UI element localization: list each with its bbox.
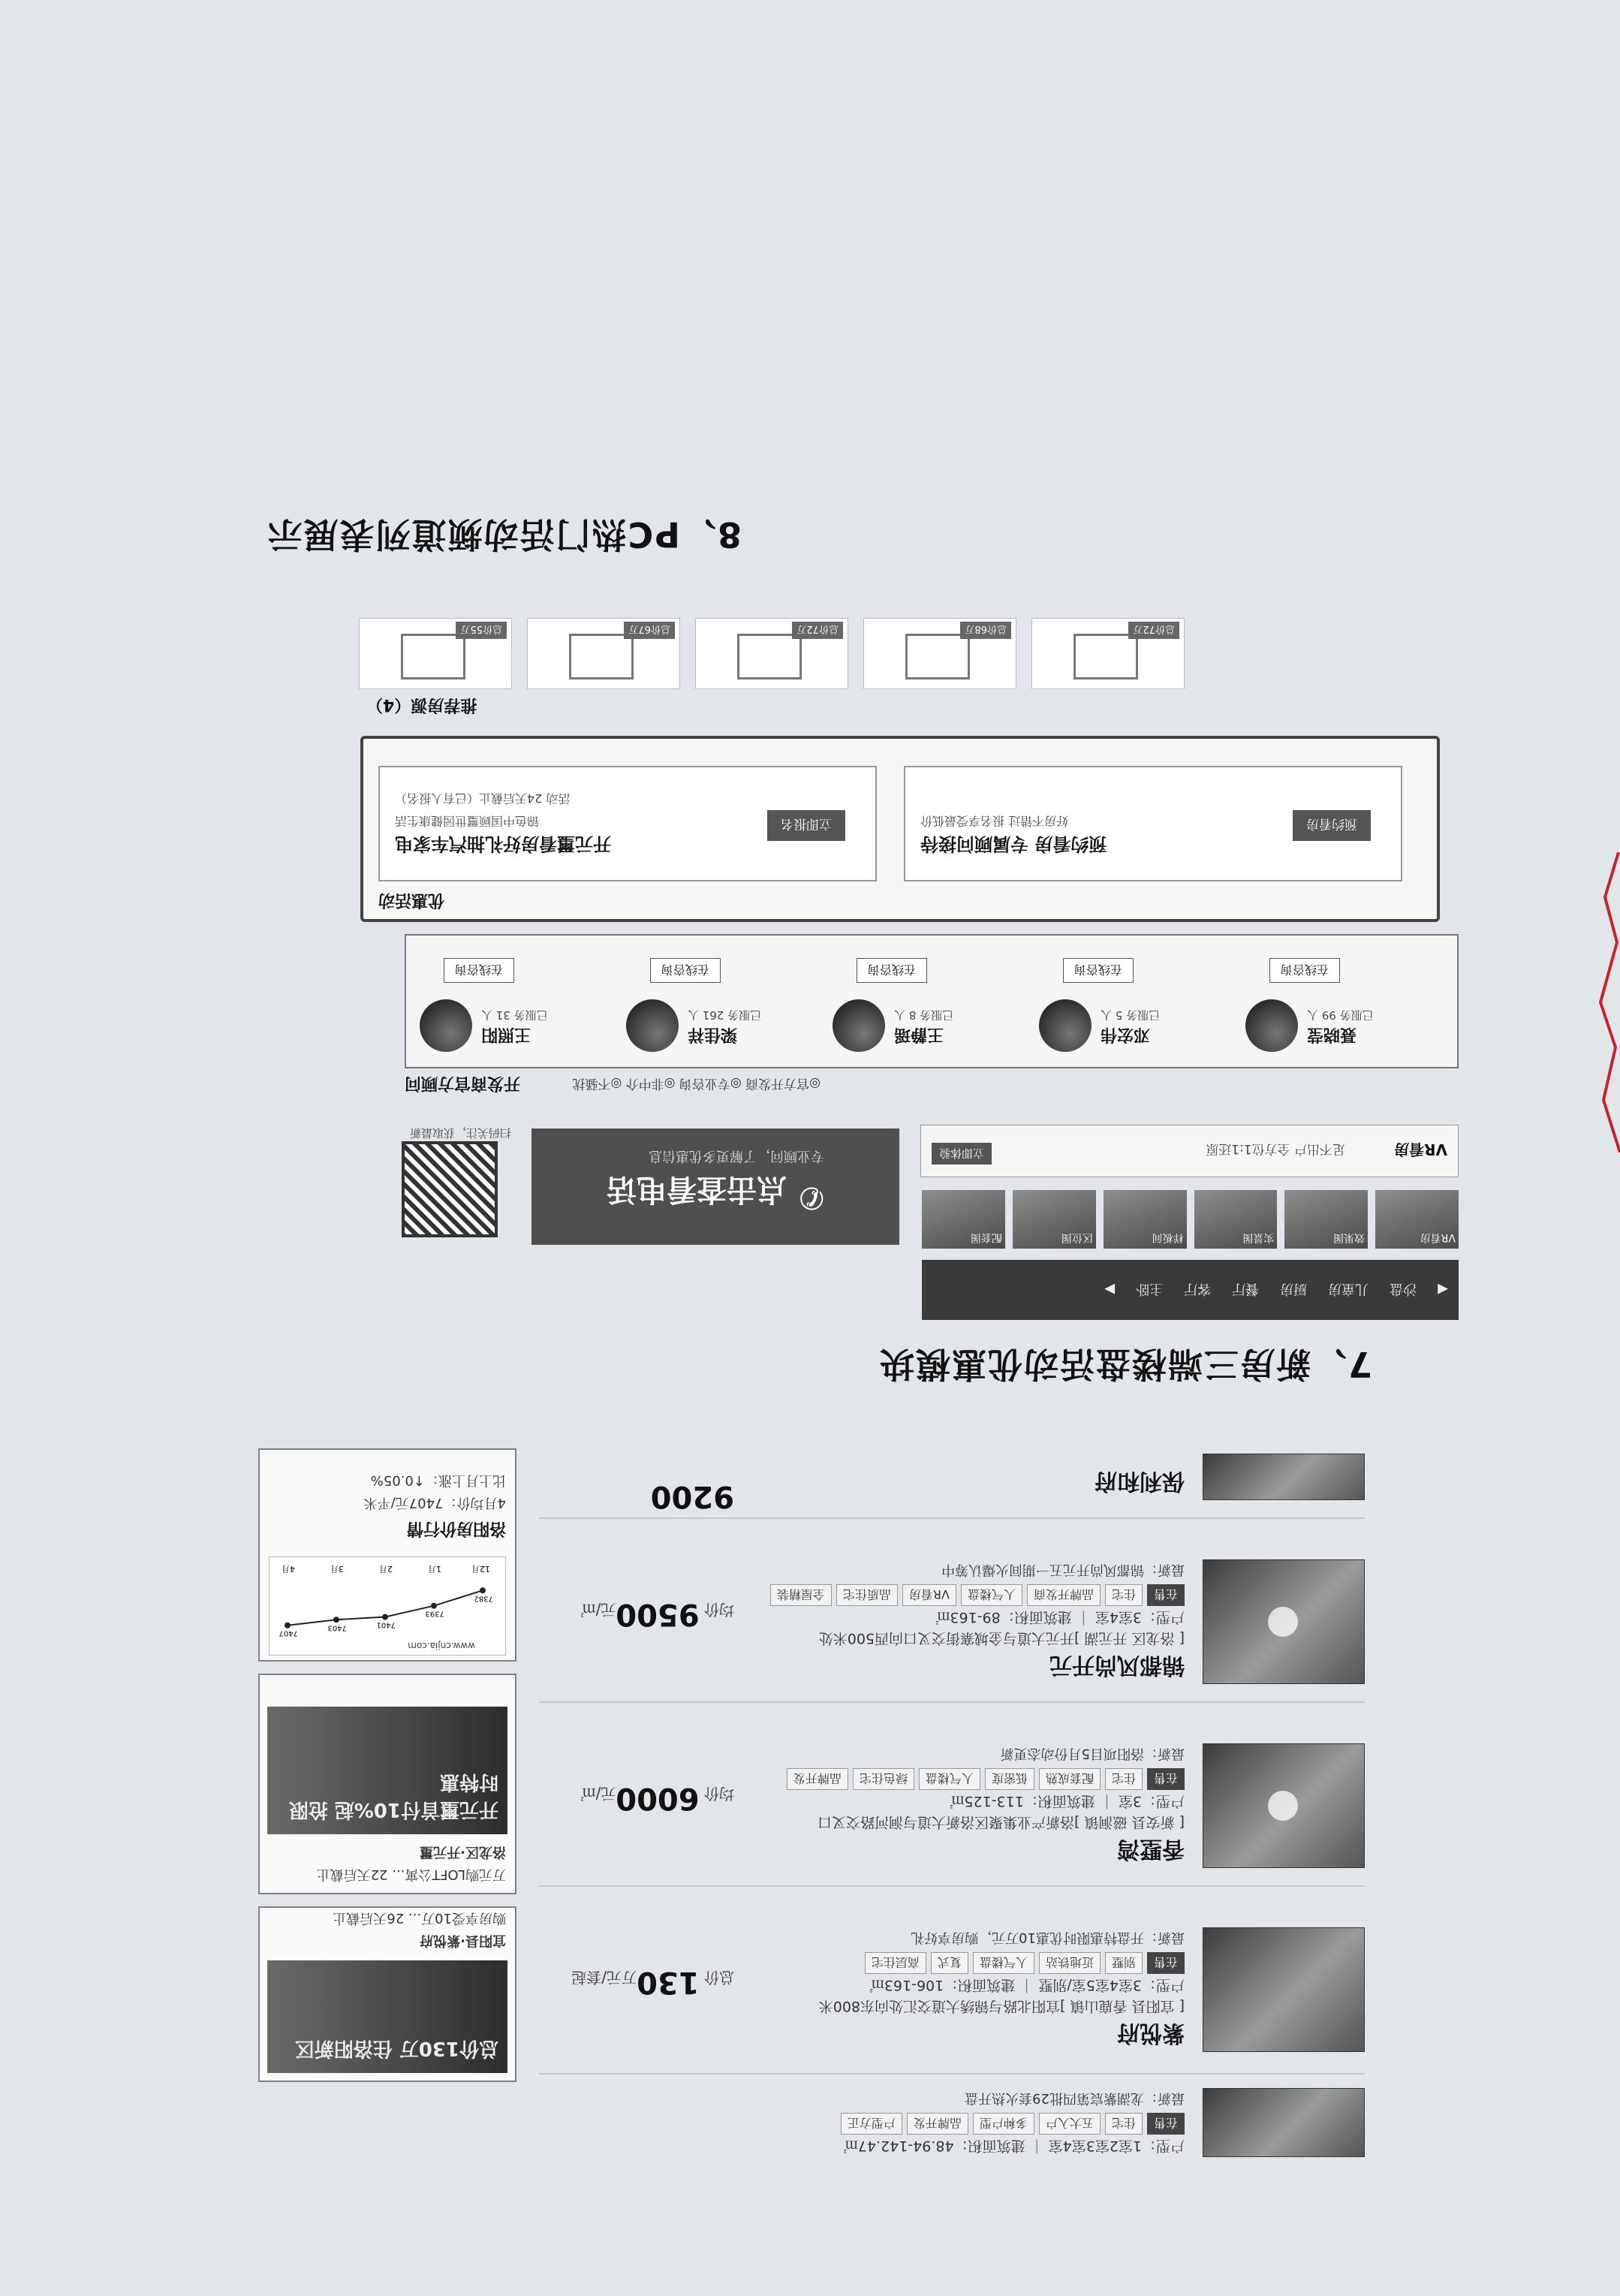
ad-title: 宜阳县·紫悦府 bbox=[420, 1933, 506, 1948]
ad-line: 万元购LOFT公寓... 22天后截止 bbox=[316, 1867, 506, 1882]
gallery-tab[interactable]: 儿童房 bbox=[1328, 1281, 1369, 1297]
avatar bbox=[1245, 999, 1298, 1052]
avatar bbox=[626, 999, 679, 1052]
price-badge: 总价72万 bbox=[792, 622, 843, 639]
listing-thumbnail[interactable] bbox=[1203, 1743, 1365, 1868]
listing-tags: 在售 住宅 五大入户 多种户型 品牌开发 户型方正 bbox=[841, 2113, 1185, 2135]
call-subtitle: 专业顾问，了解更多优惠信息 bbox=[649, 1148, 824, 1164]
call-title: 点击查看电话 bbox=[607, 1172, 787, 1207]
tag: VR看房 bbox=[902, 1584, 956, 1606]
gallery-chip[interactable]: 效果图 bbox=[1284, 1190, 1368, 1249]
qr-code bbox=[402, 1141, 498, 1237]
side-ad-2[interactable] bbox=[258, 1674, 516, 1894]
price-badge: 总价68万 bbox=[960, 622, 1011, 639]
floorplan-icon bbox=[905, 634, 971, 679]
avatar bbox=[1039, 999, 1092, 1052]
tag: 复式 bbox=[931, 1952, 968, 1974]
avatar bbox=[833, 999, 885, 1052]
consultant-served: 已服务 261 人 bbox=[688, 1008, 762, 1022]
promo-box bbox=[360, 736, 1440, 922]
trend-value-label: 7407 bbox=[279, 1629, 298, 1638]
gallery-tab[interactable]: 沙盘 bbox=[1390, 1281, 1417, 1297]
ad-image[interactable]: 总价130万 住洛阳新区 bbox=[267, 1960, 507, 2073]
trend-avg: 4月均价：7407元/平米 bbox=[363, 1495, 506, 1511]
consultant-card[interactable] bbox=[827, 947, 1022, 1052]
listing-row[interactable] bbox=[539, 1517, 1365, 1699]
trend-month-label: 4月 bbox=[282, 1564, 295, 1574]
promo-signup-button[interactable]: 立即报名 bbox=[767, 810, 845, 841]
consultant-name: 邓宏伟 bbox=[1101, 1025, 1151, 1044]
trend-value-label: 7382 bbox=[474, 1594, 493, 1603]
tag: 在售 bbox=[1147, 1584, 1185, 1606]
gallery-chip[interactable]: 实景图 bbox=[1194, 1190, 1278, 1249]
listing-thumbnail[interactable] bbox=[1203, 2088, 1365, 2157]
price-badge: 总价67万 bbox=[624, 622, 675, 639]
chat-button[interactable]: 在线咨询 bbox=[1269, 958, 1340, 983]
consultant-name: 王静瑶 bbox=[894, 1025, 944, 1044]
tag: 品牌开发商 bbox=[1027, 1584, 1101, 1606]
consultant-name: 梁佳祥 bbox=[688, 1025, 738, 1044]
consultant-served: 已服务 99 人 bbox=[1307, 1008, 1374, 1022]
section-7-heading: 7、新房三端楼盘活动优惠模块 bbox=[878, 1344, 1372, 1385]
listing-type: 户型：1室2室3室4室 ｜ 建筑面积：48.94-142.47㎡ bbox=[843, 2138, 1185, 2154]
listing-price: 均价 6000元/㎡ bbox=[580, 1781, 734, 1815]
chat-button[interactable]: 在线咨询 bbox=[1063, 958, 1134, 983]
trend-change: 比上月上涨：↑0.05% bbox=[370, 1472, 506, 1488]
tag: 人气楼盘 bbox=[961, 1584, 1022, 1606]
chat-button[interactable]: 在线咨询 bbox=[650, 958, 721, 983]
promo-card[interactable] bbox=[378, 766, 877, 881]
gallery-prev-icon[interactable]: ◀ bbox=[1438, 1282, 1448, 1298]
floorplan-icon bbox=[401, 634, 466, 679]
gallery-next-icon[interactable]: ▶ bbox=[1104, 1282, 1116, 1298]
trend-month-label: 2月 bbox=[379, 1564, 393, 1574]
tag: 别墅 bbox=[1105, 1952, 1143, 1974]
tag: 近地铁站 bbox=[1039, 1952, 1101, 1974]
listing-type: 户型：3室 ｜ 建筑面积：113-125㎡ bbox=[950, 1793, 1185, 1809]
consultant-served: 已服务 8 人 bbox=[894, 1008, 954, 1022]
listing-name[interactable]: 保利和府 bbox=[1095, 1468, 1185, 1494]
promo-book-button[interactable]: 预约看房 bbox=[1293, 810, 1371, 841]
consultant-name: 聂晓莹 bbox=[1307, 1025, 1357, 1044]
listing-tags bbox=[770, 1584, 1185, 1606]
tag: 住宅 bbox=[1105, 1768, 1143, 1790]
tag: 全屋精装 bbox=[770, 1584, 832, 1606]
listing-row[interactable] bbox=[539, 1410, 1365, 1515]
promo-card-title: 预约看房 专属顾问接待 bbox=[920, 833, 1107, 854]
promo-card-meta: 活动 24天后截止（已有人报名） bbox=[395, 791, 571, 806]
floorplan-icon bbox=[1073, 634, 1139, 679]
listing-news: 最新：开盘特惠限时优惠10万元，购房享好礼 bbox=[911, 1930, 1185, 1945]
promo-card-subtitle: 好房不错过 报名享受最低价 bbox=[920, 814, 1069, 828]
consultant-card[interactable] bbox=[620, 947, 815, 1052]
gallery-chips bbox=[922, 1190, 1459, 1249]
tag: 品质住宅 bbox=[836, 1584, 898, 1606]
promo-title: 优惠活动 bbox=[378, 890, 445, 909]
vr-button[interactable]: 立即体验 bbox=[932, 1143, 992, 1165]
price-trend-card bbox=[258, 1448, 516, 1662]
vr-text: 足不出户 全方位1:1还原 bbox=[1206, 1141, 1345, 1156]
listing-row[interactable] bbox=[539, 2073, 1365, 2165]
listing-thumbnail[interactable] bbox=[1203, 1454, 1365, 1500]
listing-address: [ 新安县 磁涧镇 ]洛新产业集聚区洛新大道与涧河路交叉口 bbox=[818, 1814, 1185, 1830]
recommend-card[interactable] bbox=[695, 618, 848, 689]
trend-value-label: 7393 bbox=[425, 1609, 444, 1618]
tag: 住宅 bbox=[1105, 1584, 1143, 1606]
listing-news: 最新：洛阳项目5月份动态更新 bbox=[1000, 1746, 1185, 1761]
listing-tags bbox=[865, 1952, 1185, 1974]
consultant-served: 已服务 31 人 bbox=[481, 1008, 548, 1022]
trend-point bbox=[431, 1603, 437, 1609]
listing-news: 最新：龙湖紫宸第四批29套火热开盘 bbox=[965, 2090, 1185, 2106]
recommend-card[interactable] bbox=[359, 618, 512, 689]
ad-title: 洛龙区·开元璽 bbox=[420, 1844, 506, 1860]
vr-bar[interactable] bbox=[920, 1125, 1459, 1177]
trend-month-label: 1月 bbox=[428, 1564, 441, 1574]
tag: 在售 bbox=[1147, 1768, 1185, 1790]
trend-month-label: 3月 bbox=[330, 1564, 344, 1574]
qr-caption: 扫码关注，获取最新 bbox=[409, 1126, 511, 1140]
red-stamp-mark bbox=[1590, 852, 1620, 1153]
promo-card[interactable] bbox=[904, 766, 1402, 881]
listing-type: 户型：3室4室5室/别墅 ｜ 建筑面积：106-163㎡ bbox=[869, 1977, 1185, 1993]
recommend-card[interactable] bbox=[863, 618, 1016, 689]
section-8-heading: 8、PC热门活动频道列表展示 bbox=[266, 514, 742, 555]
tag: 人气楼盘 bbox=[973, 1952, 1034, 1974]
consultant-list bbox=[405, 934, 1459, 1068]
floorplan-icon bbox=[569, 634, 634, 679]
listing-panel bbox=[231, 1391, 1365, 2154]
consultant-card[interactable] bbox=[1239, 947, 1435, 1052]
tag: 高层住宅 bbox=[865, 1952, 926, 1974]
tag: 品牌开发 bbox=[787, 1768, 848, 1790]
gallery-hero[interactable] bbox=[922, 1260, 1459, 1320]
vr-label: VR看房 bbox=[1394, 1140, 1447, 1159]
tag: 低密度 bbox=[985, 1768, 1034, 1790]
trend-line-chart bbox=[269, 1559, 505, 1655]
listing-tags bbox=[787, 1768, 1185, 1790]
gallery-chip[interactable]: 配套图 bbox=[922, 1190, 1005, 1249]
gallery-chip[interactable]: VR看房 bbox=[1375, 1190, 1459, 1249]
promo-card-title: 开元璽看房好礼抽汽车家电 bbox=[395, 833, 611, 854]
gallery-chip[interactable]: 区位图 bbox=[1013, 1190, 1096, 1249]
listing-address: [ 宜阳县 香鹿山镇 ]宜阳北路与锦绣大道交汇处向东800米 bbox=[818, 1998, 1185, 2014]
tag: 绿色住宅 bbox=[853, 1768, 914, 1790]
floorplan-icon bbox=[737, 634, 802, 679]
trend-value-label: 7401 bbox=[376, 1620, 396, 1629]
trend-point bbox=[382, 1614, 388, 1620]
listing-news: 最新：锦都风尚开元五一期间火爆认筹中 bbox=[941, 1562, 1185, 1577]
listing-thumbnail[interactable] bbox=[1203, 1559, 1365, 1684]
trend-point bbox=[333, 1617, 339, 1623]
listing-name[interactable]: 香墅湾 bbox=[1117, 1836, 1185, 1862]
gallery-tab[interactable]: 主卧 bbox=[1136, 1281, 1164, 1297]
listing-row[interactable] bbox=[539, 1885, 1365, 2067]
phone-icon: ✆ bbox=[799, 1180, 824, 1215]
consultant-card[interactable] bbox=[1033, 947, 1228, 1052]
trend-title: 洛阳房价行情 bbox=[406, 1519, 506, 1538]
ad-image[interactable]: 开元璽首付10%起 抢限时特惠 bbox=[267, 1707, 507, 1834]
consultant-name: 王照阳 bbox=[481, 1025, 531, 1044]
trend-point bbox=[285, 1623, 291, 1629]
avatar bbox=[420, 999, 472, 1052]
side-ad-1[interactable] bbox=[258, 1906, 516, 2082]
price-badge: 总价72万 bbox=[1128, 622, 1179, 639]
price-badge: 总价55万 bbox=[456, 622, 507, 639]
listing-address: [ 洛龙区 开元湖 ]开元大道与金城寨街交叉口向西500米处 bbox=[818, 1630, 1185, 1647]
chat-button[interactable]: 在线咨询 bbox=[857, 958, 927, 983]
listing-type: 户型：3室4室 ｜ 建筑面积：89-163㎡ bbox=[935, 1609, 1185, 1626]
recommend-title: 推荐房源（4） bbox=[366, 695, 477, 714]
listing-thumbnail[interactable] bbox=[1203, 1927, 1365, 2052]
consultant-card[interactable] bbox=[414, 947, 609, 1052]
consult-title: 开发商官方顾问 bbox=[404, 1074, 520, 1092]
gallery-tab[interactable]: 客厅 bbox=[1184, 1281, 1212, 1297]
recommend-card[interactable] bbox=[527, 618, 680, 689]
listing-price: 9200 bbox=[650, 1479, 734, 1514]
tag: 配套成熟 bbox=[1039, 1768, 1101, 1790]
consultant-served: 已服务 5 人 bbox=[1101, 1008, 1161, 1022]
promo-card-subtitle: 锦色中国顾璽世园健康生活 bbox=[395, 814, 540, 828]
play-icon[interactable] bbox=[1268, 1607, 1298, 1637]
play-icon[interactable] bbox=[1268, 1791, 1298, 1821]
listing-name[interactable]: 锦都风尚开元 bbox=[1049, 1652, 1185, 1678]
ad-line: 购房享受10万... 26天后截止 bbox=[333, 1910, 506, 1926]
consult-features: ◎官方开发商 ◎专业咨询 ◎非中介 ◎不骚扰 bbox=[572, 1076, 821, 1091]
promo-section bbox=[359, 321, 1440, 922]
trend-month-label: 12月 bbox=[471, 1564, 490, 1574]
chat-button[interactable]: 在线咨询 bbox=[444, 958, 514, 983]
listing-price: 均价 9500元/㎡ bbox=[580, 1597, 734, 1632]
trend-value-label: 7403 bbox=[327, 1623, 347, 1632]
chart-source: www.cnjia.com bbox=[408, 1641, 475, 1651]
trend-chart bbox=[269, 1556, 506, 1656]
trend-point bbox=[480, 1587, 486, 1593]
tag: 人气楼盘 bbox=[919, 1768, 980, 1790]
call-button[interactable] bbox=[531, 1128, 899, 1245]
tag: 在售 bbox=[1147, 1952, 1185, 1974]
recommend-card[interactable] bbox=[1031, 618, 1185, 689]
listing-row[interactable] bbox=[539, 1701, 1365, 1883]
recommend-row bbox=[359, 618, 1185, 689]
gallery-chip[interactable]: 样板间 bbox=[1104, 1190, 1187, 1249]
gallery-tab[interactable]: 厨房 bbox=[1280, 1281, 1308, 1297]
listing-price: 总价 130万元/套起 bbox=[571, 1965, 734, 1999]
listing-name[interactable]: 紫悦府 bbox=[1117, 2020, 1185, 2046]
gallery-tab[interactable]: 餐厅 bbox=[1232, 1281, 1260, 1297]
